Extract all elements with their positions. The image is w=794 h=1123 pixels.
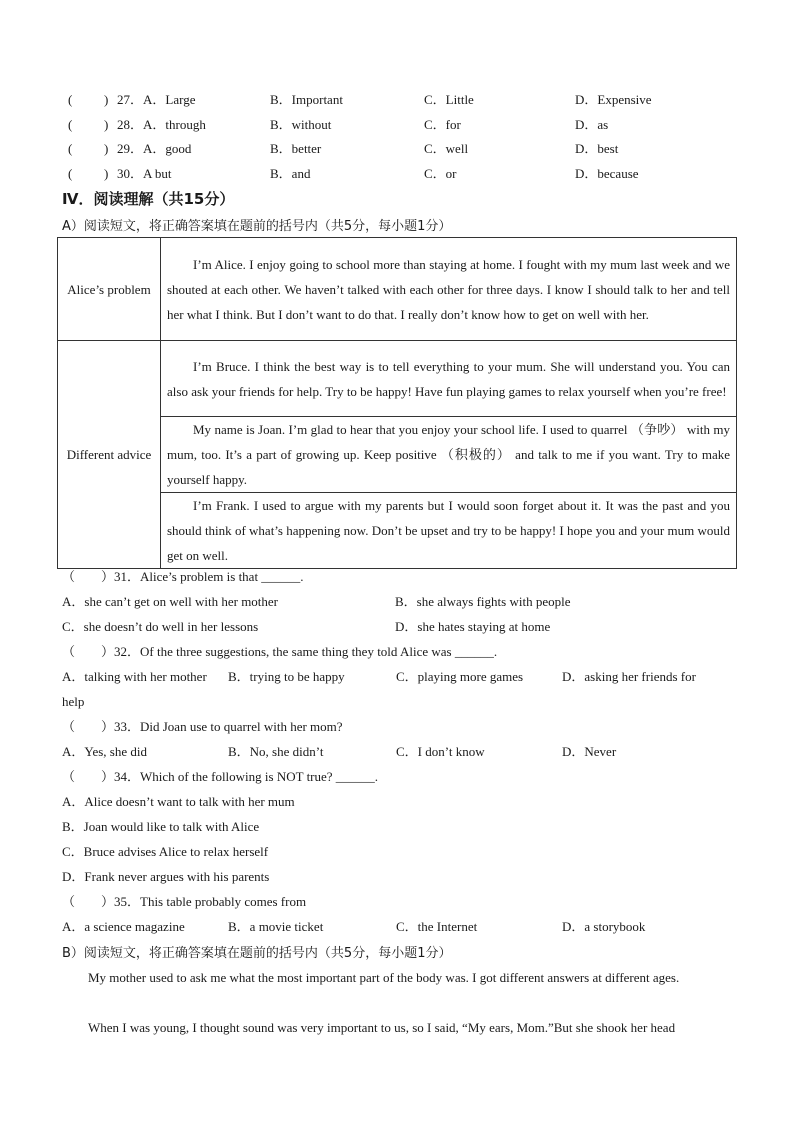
- question-number: 28．A．through: [117, 117, 206, 132]
- passage-b-p1-text: My mother used to ask me what the most important part of the body was. I got different answers at different ages.: [88, 970, 680, 985]
- question-number: 29．A．good: [117, 141, 192, 156]
- joan-text-cell: [161, 417, 737, 493]
- answer-bracket-close: ): [104, 92, 109, 107]
- question-number: 27．A．Large: [117, 92, 196, 107]
- alice-problem-label: Alice’s problem: [58, 238, 161, 341]
- option-b: B．without: [270, 117, 332, 132]
- option-d: D．best: [575, 141, 619, 156]
- q34-option-c[interactable]: C．Bruce advises Alice to relax herself: [62, 844, 269, 859]
- answer-bracket-close: ): [104, 117, 109, 132]
- q32-option-d-cont: help: [62, 694, 85, 709]
- option-c: C．well: [424, 141, 469, 156]
- passage-b-p2-text: When I was young, I thought sound was very important to us, so I said, “My ears, Mom.”But she shook her head: [88, 1020, 676, 1035]
- alice-text: I’m Alice. I enjoy going to school more than staying at home. I fought with my mum last week and we shouted at each other. We haven’t talked with each other for three days. I know I should talk to her and tell her what I think. But I don’t want to do that. I really don’t know how to get on well with her.: [167, 256, 730, 322]
- joan-text: My name is Joan. I’m glad to hear that you enjoy your school life. I used to quarrel （争吵） with my mum, too. It’s a part of growing up. Keep positive （积极的） and talk to me if you want. Try to make yourself happy.: [167, 422, 730, 487]
- different-advice-label: Different advice: [58, 341, 161, 569]
- option-c: C．Little: [424, 92, 474, 107]
- frank-text-cell: [161, 493, 737, 569]
- answer-bracket-close: ): [104, 166, 109, 181]
- q31-option-b[interactable]: B．she always fights with people: [395, 594, 571, 609]
- q35-option-a[interactable]: A．a science magazine: [62, 919, 185, 934]
- q33-option-c[interactable]: C．I don’t know: [396, 744, 485, 759]
- q33-option-a[interactable]: A．Yes, she did: [62, 744, 147, 759]
- option-c: C．for: [424, 117, 461, 132]
- q32-option-b[interactable]: B．trying to be happy: [228, 669, 345, 684]
- option-d: D．as: [575, 117, 609, 132]
- q31-option-d[interactable]: D．she hates staying at home: [395, 619, 551, 634]
- part-b-instruction: B）阅读短文，将正确答案填在题前的括号内（共5分，每小题1分）: [62, 946, 452, 961]
- q33-option-d[interactable]: D．Never: [562, 744, 617, 759]
- bruce-text-cell: [161, 341, 737, 417]
- part-a-instruction: A）阅读短文，将正确答案填在题前的括号内（共5分，每小题1分）: [62, 219, 452, 234]
- option-d: D．because: [575, 166, 639, 181]
- option-c: C．or: [424, 166, 457, 181]
- answer-bracket[interactable]: (: [68, 92, 73, 107]
- q34-option-a[interactable]: A．Alice doesn’t want to talk with her mum: [62, 794, 295, 809]
- q35-option-d[interactable]: D．a storybook: [562, 919, 646, 934]
- question-29: [62, 139, 742, 159]
- question-30: [62, 164, 742, 184]
- option-b: B．Important: [270, 92, 343, 107]
- answer-bracket[interactable]: (: [68, 117, 73, 132]
- bruce-text: I’m Bruce. I think the best way is to tell everything to your mum. She will understand you. You can also ask your friends for help. Try to be happy! Have fun playing games to relax yourself when you’re free!: [167, 358, 730, 399]
- table-row: [58, 341, 737, 417]
- q34-option-d[interactable]: D．Frank never argues with his parents: [62, 869, 270, 884]
- option-b: B．better: [270, 141, 322, 156]
- option-b: B．and: [270, 166, 311, 181]
- passage-b-paragraph-2: [62, 1015, 730, 1040]
- alice-text-cell: [161, 238, 737, 341]
- question-28: [62, 115, 742, 135]
- q32-option-d[interactable]: D．asking her friends for: [562, 669, 696, 684]
- q32-stem: （ ）32．Of the three suggestions, the same thing they told Alice was ______.: [62, 644, 498, 659]
- question-number: 30．A but: [117, 166, 172, 181]
- q35-stem: （ ）35．This table probably comes from: [62, 894, 307, 909]
- q32-option-a[interactable]: A．talking with her mother: [62, 669, 207, 684]
- q31-option-a[interactable]: A．she can’t get on well with her mother: [62, 594, 279, 609]
- q32-option-c[interactable]: C．playing more games: [396, 669, 524, 684]
- table-row: [58, 238, 737, 341]
- q33-stem: （ ）33．Did Joan use to quarrel with her mom?: [62, 719, 343, 734]
- option-d: D．Expensive: [575, 92, 652, 107]
- q34-option-b[interactable]: B．Joan would like to talk with Alice: [62, 819, 260, 834]
- q33-option-b[interactable]: B．No, she didn’t: [228, 744, 324, 759]
- reading-table: [57, 237, 737, 569]
- q35-option-c[interactable]: C．the Internet: [396, 919, 478, 934]
- frank-text: I’m Frank. I used to argue with my parents but I would soon forget about it. It was the past and you should think of what’s happening now. Don’t be upset and try to be happy! I hope you and your mum would get on well.: [167, 498, 730, 563]
- passage-b-paragraph-1: [62, 965, 730, 990]
- q31-option-c[interactable]: C．she doesn’t do well in her lessons: [62, 619, 259, 634]
- q31-stem: （ ）31．Alice’s problem is that ______.: [62, 569, 304, 584]
- section-heading: Ⅳ．阅读理解（共15分）: [62, 190, 235, 208]
- q34-stem: （ ）34．Which of the following is NOT true? ______.: [62, 769, 379, 784]
- answer-bracket[interactable]: (: [68, 141, 73, 156]
- answer-bracket[interactable]: (: [68, 166, 73, 181]
- answer-bracket-close: ): [104, 141, 109, 156]
- question-27: [62, 90, 742, 110]
- q35-option-b[interactable]: B．a movie ticket: [228, 919, 324, 934]
